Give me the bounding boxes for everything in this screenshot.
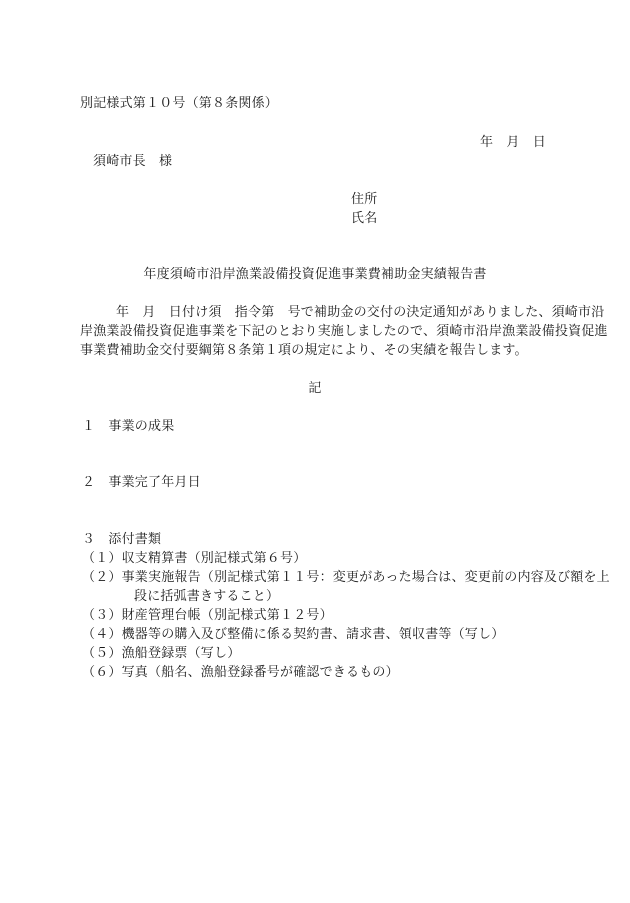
name-label: 氏名 <box>351 211 378 226</box>
item-attachments: ３ 添付書類 <box>82 532 162 547</box>
ki-heading: 記 <box>308 381 322 396</box>
recipient: 須崎市長 様 <box>93 154 173 169</box>
attachment-6: （６）写真（船名、漁船登録番号が確認できるもの） <box>82 665 399 680</box>
attachment-2-line-1: （２）事業実施報告（別記様式第１１号：変更があった場合は、変更前の内容及び額を上 <box>82 570 610 585</box>
date-line: 年 月 日 <box>480 135 547 150</box>
document-title: 年度須崎市沿岸漁業設備投資促進事業費補助金実績報告書 <box>143 267 487 282</box>
body-line-1: 年 月 日付け須 指令第 号で補助金の交付の決定通知がありました、須崎市沿 <box>116 305 605 320</box>
attachment-4: （４）機器等の購入及び整備に係る契約書、請求書、領収書等（写し） <box>82 627 505 642</box>
body-line-2: 岸漁業設備投資促進事業を下記のとおり実施しましたので、須崎市沿岸漁業設備投資促進 <box>80 324 608 339</box>
address-label: 住所 <box>351 192 378 207</box>
item-results: １ 事業の成果 <box>82 419 175 434</box>
form-number: 別記様式第１０号（第８条関係） <box>80 96 279 111</box>
attachment-3: （３）財産管理台帳（別記様式第１２号） <box>82 608 333 623</box>
item-completion-date: ２ 事業完了年月日 <box>82 475 201 490</box>
attachment-2-line-2: 段に括弧書きすること） <box>134 589 280 604</box>
attachment-1: （１）収支精算書（別記様式第６号） <box>82 551 307 566</box>
attachment-5: （５）漁船登録票（写し） <box>82 646 241 661</box>
body-line-3: 事業費補助金交付要綱第８条第１項の規定により、その実績を報告します。 <box>80 343 528 358</box>
